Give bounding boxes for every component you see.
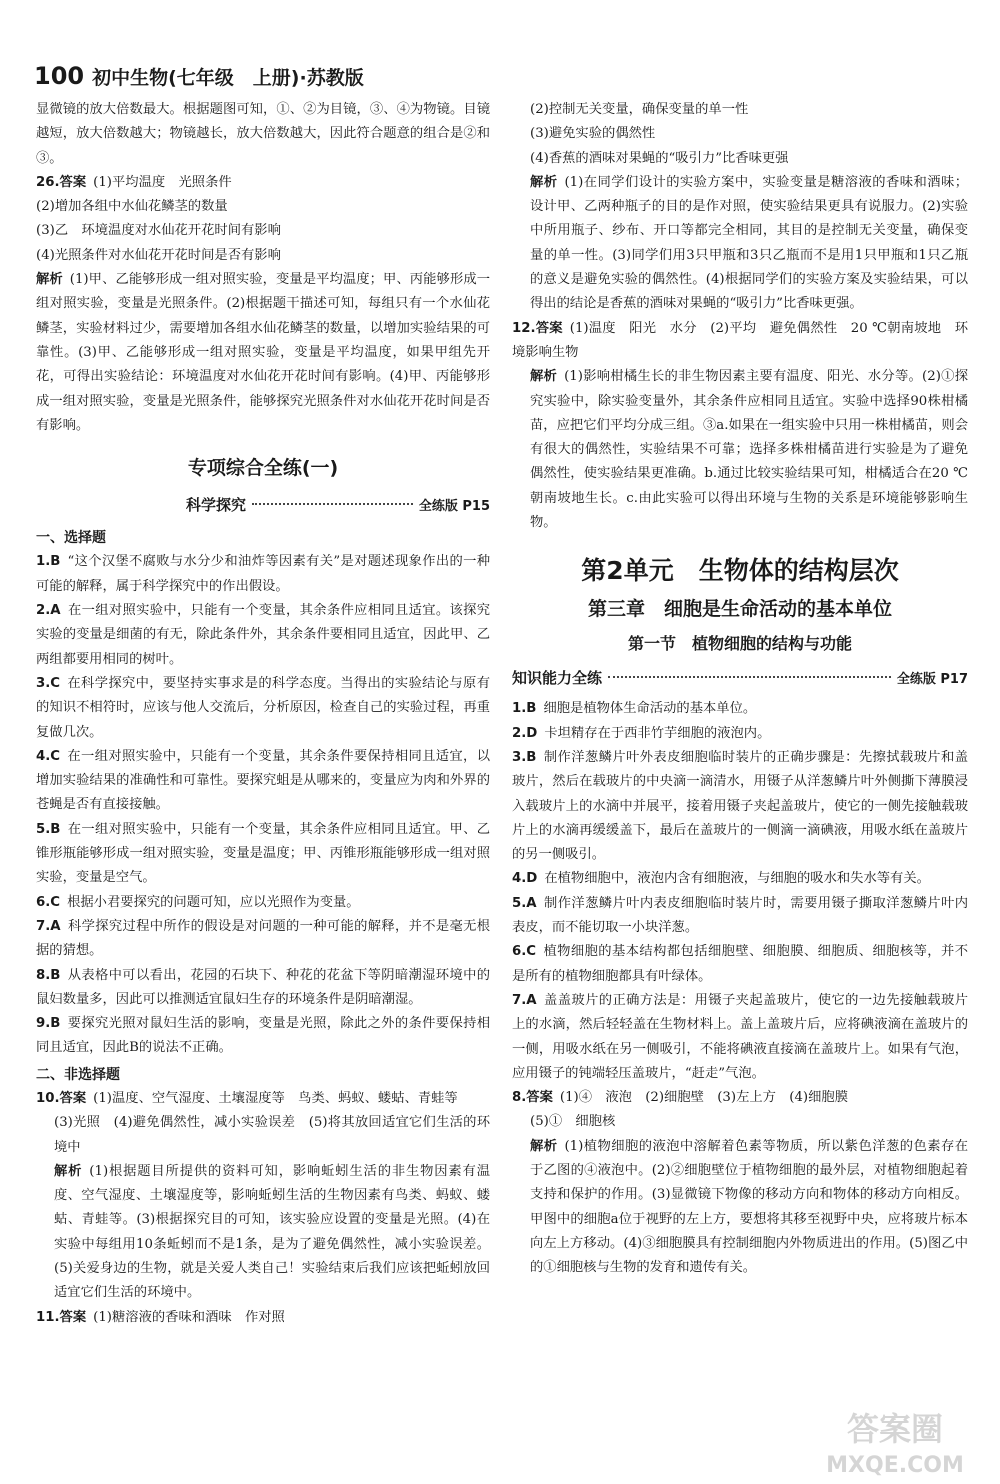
item-label: 5.B xyxy=(36,821,61,837)
analysis-text: (1)影响柑橘生长的非生物因素主要有温度、阳光、水分等。(2)①探究实验中，除实验变量外，其余条件应相同且适宜。实验中选择90株柑橘苗，应把它们平均分成三组。③a.如果在一组实验中只用一株柑橘苗，则会有很大的偶然性，实验结果不可靠；选择多株柑橘苗进行实验是为了避免偶然性，使实验结果更准确。b.通过比较实验结果可知，柑橘适合在20 ℃朝南坡地生长。c.由此实验可以得出环境与生物的关系是环境能够影响生物。 xyxy=(530,369,968,531)
watermark-logo xyxy=(802,1400,988,1480)
section-title: 第一节 植物细胞的结构与功能 xyxy=(627,634,852,654)
item-label: 2.A xyxy=(36,603,61,619)
list-item xyxy=(36,915,490,964)
q8-analysis xyxy=(512,1135,968,1281)
answer-line: (3)光照 (4)避免偶然性，减小实验误差 (5)将其放回适宜它们生活的环境中 xyxy=(54,1115,490,1155)
analysis-text: (1)在同学们设计的实验方案中，实验变量是糖溶液的香味和酒味；设计甲、乙两种瓶子的目的是作对照，使实验结果更具有说服力。(2)实验中所用瓶子、纱布、开口等都完全相同，其目的是控制无关变量，确保变量的单一性。(3)同学们用3只甲瓶和3只乙瓶而不是用1只甲瓶和1只乙瓶的意义是避免实验的偶然性。(4)根据同学们的实验方案及实验结果，可以得出的结论是香蕉的酒味对果蝇的“吸引力”比香味更强。 xyxy=(530,174,968,312)
list-item xyxy=(36,891,490,915)
item-label: 3.C xyxy=(36,675,61,691)
answer-line: (1)平均温度 光照条件 xyxy=(93,174,232,190)
list-item xyxy=(36,599,490,672)
analysis-text: (1)植物细胞的液泡中溶解着色素等物质，所以紫色洋葱的色素存在于乙图的④液泡中。(2)②细胞壁位于植物细胞的最外层，对植物细胞起着支持和保护的作用。(3)显微镜下物像的移动方向和物体的移动方向相反。甲图中的细胞a位于视野的左上方，要想将其移至视野中央，应将玻片标本向左上方移动。(4)③细胞膜具有控制细胞内外物质进出的作用。(5)图乙中的①细胞核与生物的发育和遗传有关。 xyxy=(530,1138,968,1276)
subsection-ref: 全练版 P17 xyxy=(896,672,968,688)
item-text: 科学探究过程中所作的假设是对问题的一种可能的解释，并不是毫无根据的猜想。 xyxy=(36,918,490,959)
unit-title: 第2单元 生物体的结构层次 xyxy=(581,556,899,586)
q11-answer xyxy=(36,1306,490,1330)
item-label: 7.A xyxy=(36,918,61,934)
analysis-label: 解析 xyxy=(530,1138,558,1154)
q26-answer xyxy=(36,171,490,195)
page-header xyxy=(34,62,364,92)
left-column xyxy=(36,98,490,1330)
item-label: 3.B xyxy=(512,749,537,765)
item-label: 6.C xyxy=(36,894,61,910)
dot-leader xyxy=(608,676,891,678)
list-item xyxy=(512,697,968,721)
analysis-text: (1)甲、乙能够形成一组对照实验，变量是平均温度；甲、丙能够形成一组对照实验，变量是光照条件。(2)根据题干描述可知，每组只有一个水仙花鳞茎，实验材料过少，需要增加各组水仙花鳞茎的数量，以增加实验结果的可靠性。(3)甲、乙能够形成一组对照实验，变量是平均温度，如果甲组先开花，可得出实验结论：环境温度对水仙花开花时间有影响。(4)甲、丙能够形成一组对照实验，变量是光照条件，能够探究光照条件对水仙花开花时间是否有影响。 xyxy=(36,272,490,433)
item-text: 制作洋葱鳞片叶外表皮细胞临时装片的正确步骤是：先擦拭载玻片和盖玻片，然后在载玻片的中央滴一滴清水，用镊子从洋葱鳞片叶外侧撕下薄膜浸入载玻片上的水滴中并展平，接着用镊子夹起盖玻片，使它的一侧先接触载玻片上的水滴再缓缓盖下，最后在盖玻片的一侧滴一滴碘液，用吸水纸在盖玻片的另一侧吸引。 xyxy=(512,749,968,863)
watermark-text-top: 答案圈 xyxy=(846,1410,944,1448)
item-label: 1.B xyxy=(512,701,537,717)
item-text: 在一组对照实验中，只能有一个变量，其余条件要保持相同且适宜，以增加实验结果的准确性和可靠性。要探究蛆是从哪来的，变量应为肉和外界的苍蝇是否有直接接触。 xyxy=(36,748,490,813)
answer-label: 11.答案 xyxy=(36,1309,87,1325)
special-section-title: 专项综合全练(一) xyxy=(187,457,339,480)
q8-answer xyxy=(512,1086,968,1110)
list-item xyxy=(512,746,968,867)
item-label: 2.D xyxy=(512,725,538,741)
item-text: 在一组对照实验中，只能有一个变量，其余条件应相同且适宜。该探究实验的变量是细菌的有无，除此条件外，其余条件要相同且适宜，因此甲、乙两组都要用相同的树叶。 xyxy=(36,603,490,667)
subsection-ref: 全练版 P15 xyxy=(418,499,490,515)
list-item xyxy=(512,940,968,989)
item-text: 植物细胞的基本结构都包括细胞壁、细胞膜、细胞质、细胞核等，并不是所有的植物细胞都具有叶绿体。 xyxy=(512,944,968,984)
intro-paragraph: 显微镜的放大倍数最大。根据题图可知，①、②为目镜，③、④为物镜。目镜越短，放大倍数越大；物镜越长，放大倍数越大，因此符合题意的组合是②和③。 xyxy=(36,102,490,166)
list-item xyxy=(36,550,490,599)
answer-line: (1)温度 阳光 水分 (2)平均 避免偶然性 20 ℃朝南坡地 环境影响生物 xyxy=(512,320,968,360)
item-text: “这个汉堡不腐败与水分少和油炸等因素有关”是对题述现象作出的一种可能的解释，属于科学探究中的作出假设。 xyxy=(36,554,490,594)
q26-analysis xyxy=(36,268,490,438)
item-text: 卡坦精存在于西非竹芋细胞的液泡内。 xyxy=(544,725,771,741)
analysis-label: 解析 xyxy=(530,369,558,385)
answer-line: (2)增加各组中水仙花鳞茎的数量 xyxy=(36,199,228,215)
answer-line: (3)乙 环境温度对水仙花开花时间有影响 xyxy=(36,223,281,239)
answer-line: (1)温度、空气湿度、土壤湿度等 鸟类、蚂蚁、蝼蛄、青蛙等 xyxy=(93,1090,458,1106)
list-item xyxy=(36,745,490,818)
book-title: 初中生物(七年级 上册)·苏教版 xyxy=(92,67,364,89)
watermark-text-bottom: MXQE.COM xyxy=(826,1453,964,1478)
item-text: 盖盖玻片的正确方法是：用镊子夹起盖玻片，使它的一边先接触载玻片上的水滴，然后轻轻盖在生物材料上。盖上盖玻片后，应将碘液滴在盖玻片的一侧，用吸水纸在另一侧吸引，不能将碘液直接滴在盖玻片上。如果有气泡，应用镊子的钝端轻压盖玻片，“赶走”气泡。 xyxy=(512,992,968,1081)
item-label: 4.C xyxy=(36,748,61,764)
q11-analysis xyxy=(512,171,968,317)
subsection-header xyxy=(512,661,968,697)
answer-line: (1)糖溶液的香味和酒味 作对照 xyxy=(93,1309,285,1325)
item-text: 从表格中可以看出，花园的石块下、种花的花盆下等阴暗潮湿环境中的鼠妇数量多，因此可以推测适宜鼠妇生存的环境条件是阴暗潮湿。 xyxy=(36,967,490,1007)
item-text: 要探究光照对鼠妇生活的影响，变量是光照，除此之外的条件要保持相同且适宜，因此B的说法不正确。 xyxy=(36,1016,490,1056)
subsection-title: 知识能力全练 xyxy=(512,669,603,688)
analysis-label: 解析 xyxy=(54,1163,83,1179)
answer-line: (1)④ 液泡 (2)细胞壁 (3)左上方 (4)细胞膜 xyxy=(559,1090,848,1106)
analysis-text: (1)根据题目所提供的资料可知，影响蚯蚓生活的非生物因素有温度、空气湿度、土壤湿度等，影响蚯蚓生活的生物因素有鸟类、蚂蚁、蝼蛄、青蛙等。(3)根据探究目的可知，该实验应设置的变量是光照。(4)在实验中每组用10条蚯蚓而不是1条，是为了避免偶然性，减小实验误差。(5)关爱身边的生物，就是关爱人类自己！实验结束后我们应该把蚯蚓放回适宜它们生活的环境中。 xyxy=(54,1163,491,1301)
answer-line: (2)控制无关变量，确保变量的单一性 xyxy=(530,102,749,117)
analysis-label: 解析 xyxy=(530,174,558,190)
part-heading: 二、非选择题 xyxy=(36,1066,120,1083)
list-item xyxy=(36,964,490,1013)
page-number: 100 xyxy=(34,62,85,90)
item-label: 8.B xyxy=(36,967,61,983)
list-item xyxy=(36,672,490,745)
answer-line: (4)光照条件对水仙花开花时间是否有影响 xyxy=(36,247,281,263)
item-text: 在一组对照实验中，只能有一个变量，其余条件应相同且适宜。甲、乙锥形瓶能够形成一组对照实验，变量是温度；甲、丙锥形瓶能够形成一组对照实验，变量是空气。 xyxy=(36,821,490,886)
list-item xyxy=(512,989,968,1086)
subsection-header xyxy=(36,488,490,524)
answer-label: 8.答案 xyxy=(512,1090,553,1106)
item-label: 1.B xyxy=(36,554,61,570)
list-item xyxy=(36,818,490,891)
item-label: 7.A xyxy=(512,992,537,1008)
q12-answer xyxy=(512,317,968,366)
list-item xyxy=(512,892,968,941)
answer-label: 26.答案 xyxy=(36,174,87,190)
list-item xyxy=(512,867,968,891)
item-text: 在植物细胞中，液泡内含有细胞液，与细胞的吸水和失水等有关。 xyxy=(544,871,930,887)
item-text: 制作洋葱鳞片叶内表皮细胞临时装片时，需要用镊子撕取洋葱鳞片叶内表皮，而不能切取一小块洋葱。 xyxy=(512,895,968,936)
q10-answer xyxy=(36,1087,490,1111)
item-text: 在科学探究中，要坚持实事求是的科学态度。当得出的实验结论与原有的知识不相符时，应该与他人交流后，分析原因，检查自己的实验过程，再重复做几次。 xyxy=(36,675,490,740)
answer-label: 10.答案 xyxy=(36,1090,87,1106)
answer-line: (3)避免实验的偶然性 xyxy=(530,126,656,142)
answer-line: (4)香蕉的酒味对果蝇的“吸引力”比香味更强 xyxy=(530,150,789,166)
analysis-label: 解析 xyxy=(36,272,63,288)
list-item xyxy=(36,1012,490,1061)
q12-analysis xyxy=(512,365,968,535)
answer-label: 12.答案 xyxy=(512,320,563,336)
item-label: 9.B xyxy=(36,1016,61,1032)
item-label: 5.A xyxy=(512,895,537,911)
right-column xyxy=(512,98,968,1280)
item-label: 6.C xyxy=(512,944,537,960)
item-label: 4.D xyxy=(512,871,538,887)
chapter-title: 第三章 细胞是生命活动的基本单位 xyxy=(587,598,892,621)
part-heading: 一、选择题 xyxy=(36,530,106,547)
answer-line: (5)① 细胞核 xyxy=(530,1114,616,1130)
q10-analysis xyxy=(36,1160,490,1306)
list-item xyxy=(512,722,968,746)
item-text: 细胞是植物体生命活动的基本单位。 xyxy=(543,701,757,717)
subsection-title: 科学探究 xyxy=(186,496,247,515)
item-text: 根据小君要探究的问题可知，应以光照作为变量。 xyxy=(67,894,360,910)
dot-leader xyxy=(252,503,413,505)
